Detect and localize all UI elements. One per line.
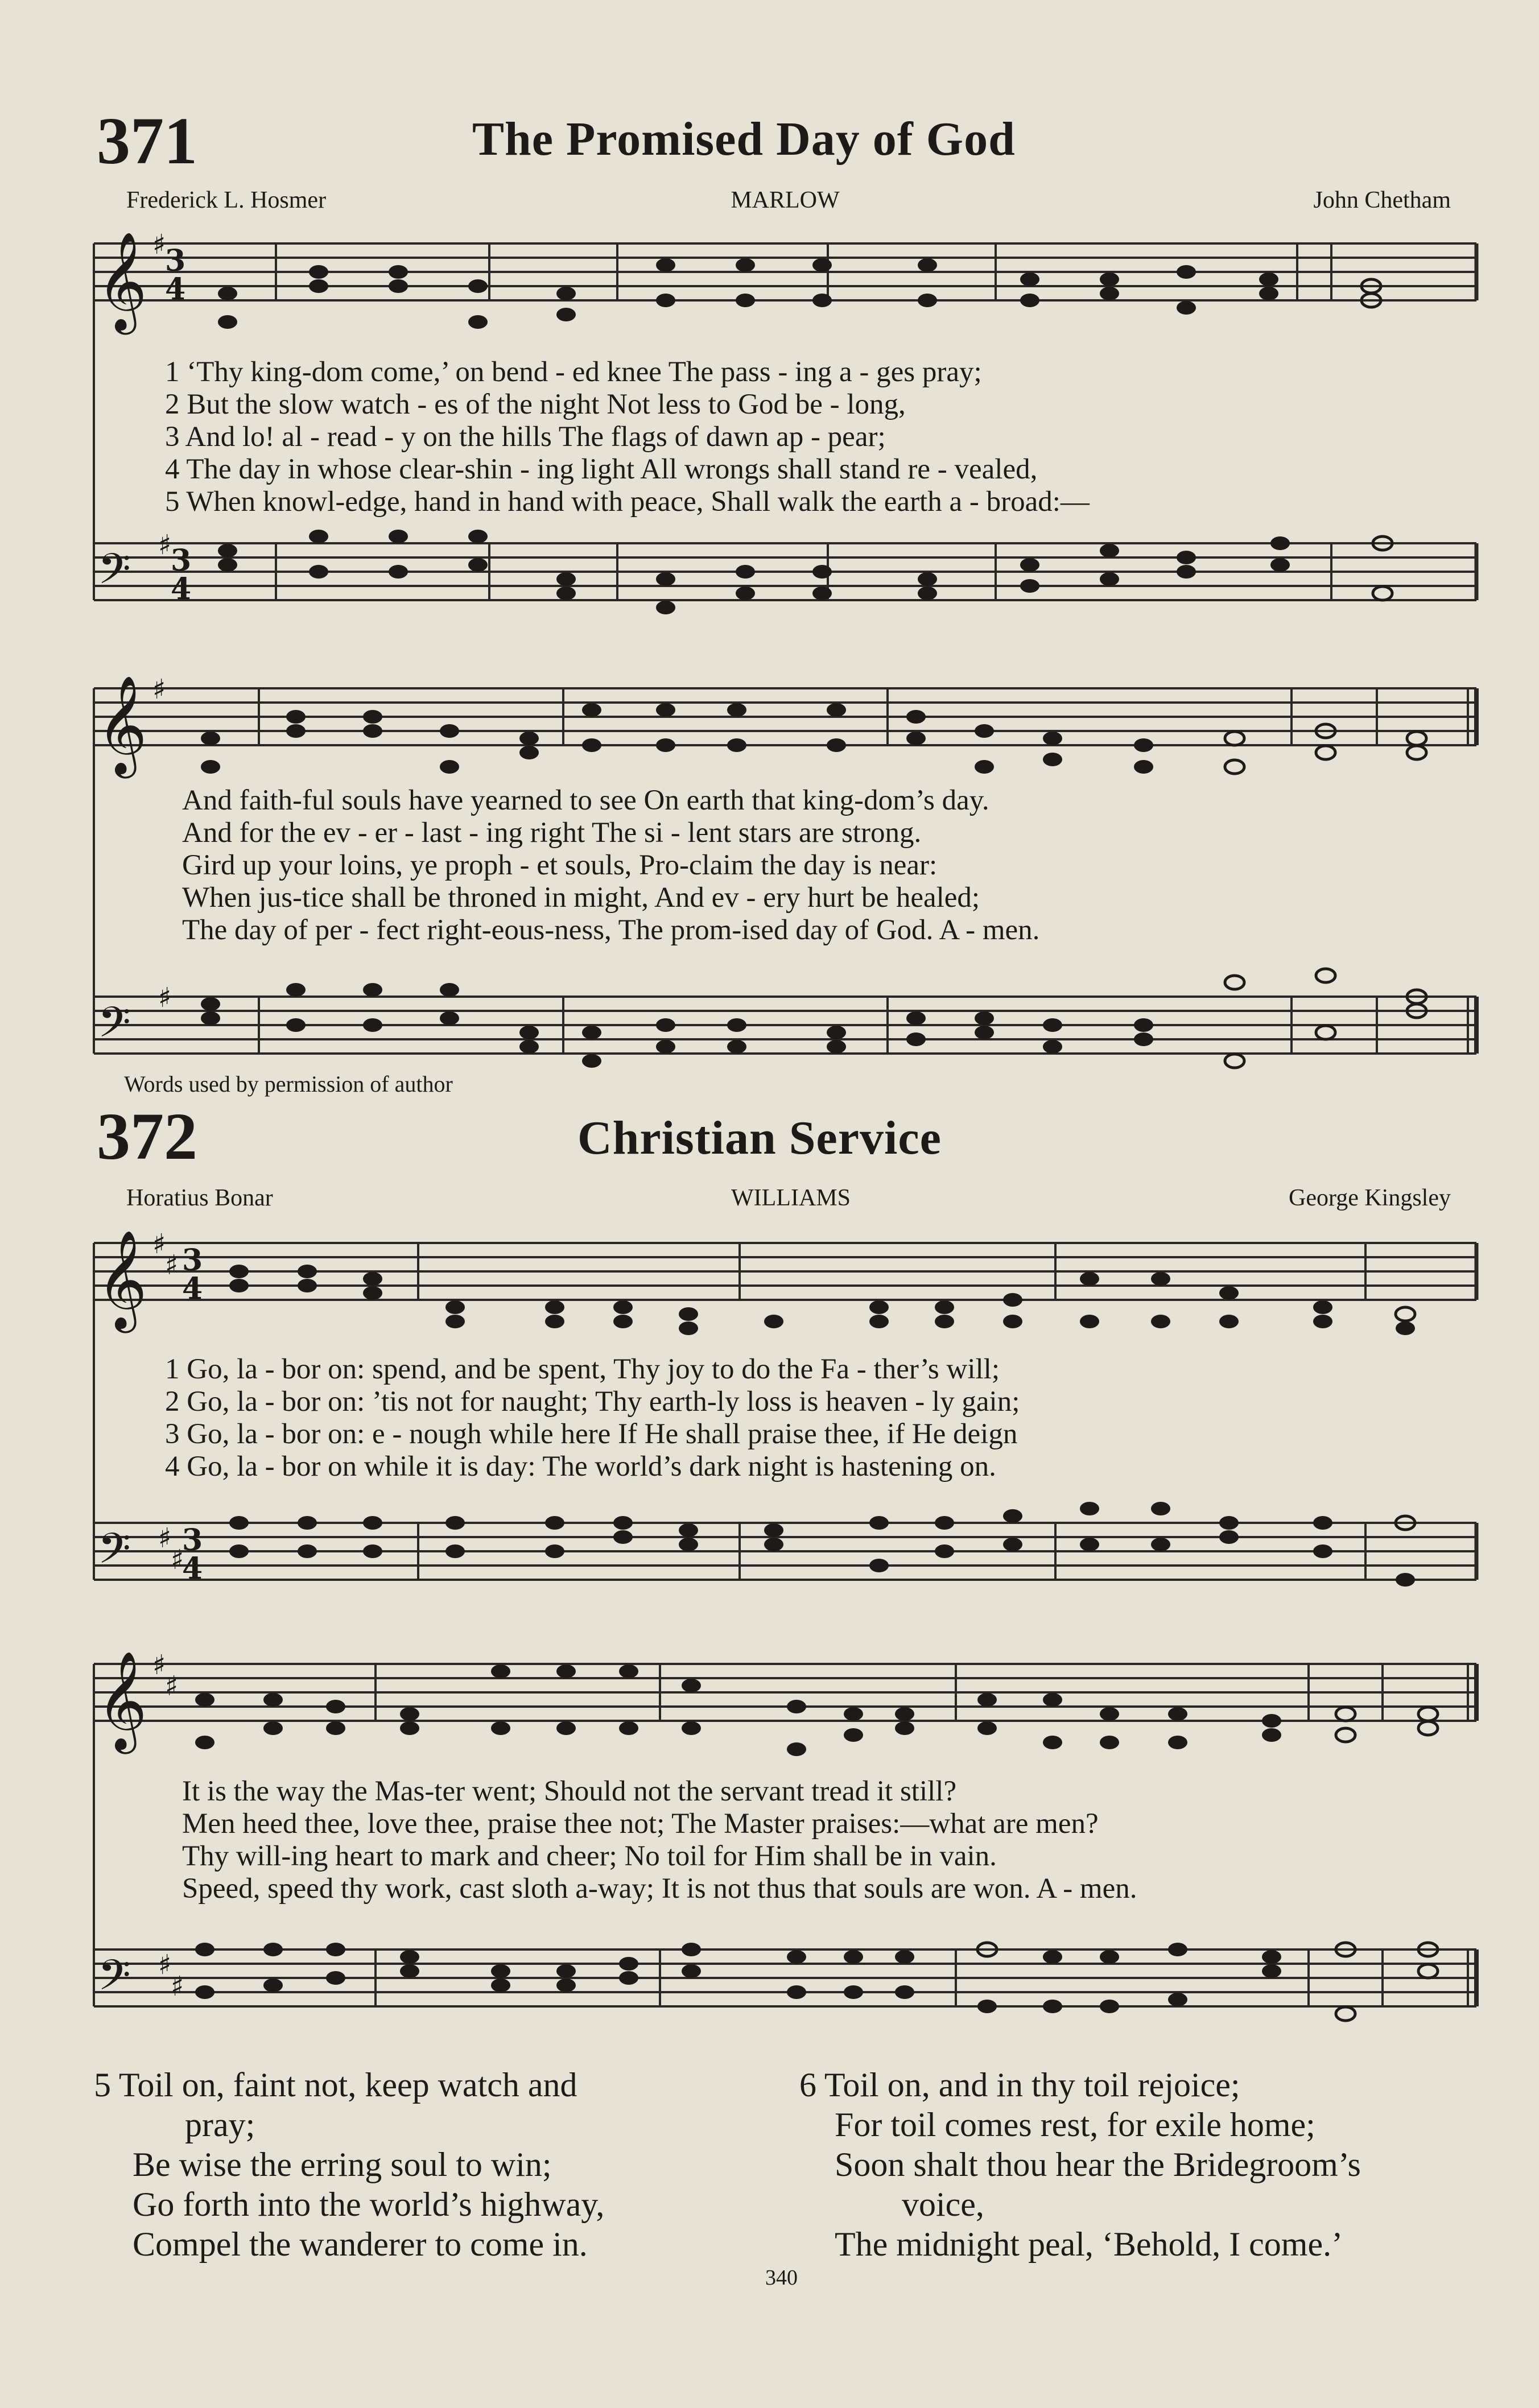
svg-text:♯: ♯ [158,1522,172,1554]
hymn-372-verse-3-line-2: Thy will-ing heart to mark and cheer; No toil for Him shall be in vain. [182,1840,997,1872]
hymn-371-verse-4-line-2: When jus-tice shall be throned in might, And ev - ery hurt be healed; [182,882,980,914]
hymn-372-verse-2-line-1: 2 Go, la - bor on: ’tis not for naught; Thy earth-ly loss is heaven - ly gain; [165,1386,1020,1418]
stanza-6-text-1: Toil on, and in thy toil rejoice; [824,2066,1240,2104]
svg-text:4: 4 [182,1551,203,1586]
hymn-372-composer: George Kingsley [1289,1185,1451,1211]
hymn-372-verse-4-line-1: 4 Go, la - bor on while it is day: The world’s dark night is hastening on. [165,1451,996,1482]
hymn-372-tune: WILLIAMS [731,1185,851,1211]
stanza-5-line-1 [94,2065,777,2105]
hymn-371-verse-4-line-1: 4 The day in whose clear-shin - ing light All wrongs shall stand re - vealed, [165,453,1038,485]
hymn-371-author: Frederick L. Hosmer [126,187,327,213]
hymn-371-verse-2-line-1: 2 But the slow watch - es of the night Not less to God be - long, [165,389,906,420]
svg-text:♯: ♯ [152,1649,166,1681]
svg-text:3: 3 [182,1243,203,1278]
svg-text:♯: ♯ [152,229,166,261]
stanza-5-number: 5 [94,2066,111,2104]
stanza-6-number: 6 [799,2066,816,2104]
stanza-5 [94,2065,777,2264]
svg-text:♯: ♯ [158,1949,172,1981]
page-number: 340 [765,2266,798,2290]
svg-text:4: 4 [165,272,186,307]
hymn-372-title: Christian Service [577,1112,942,1164]
hymn-371-number: 371 [97,104,197,178]
stanza-6-line-4: voice, [902,2186,984,2223]
hymn-371-verse-1-line-2: And faith-ful souls have yearned to see On earth that king-dom’s day. [182,784,989,816]
hymn-371-title: The Promised Day of God [472,113,1016,166]
svg-text:♯: ♯ [165,1249,179,1281]
svg-text:♯: ♯ [152,674,166,705]
hymn-371-verse-3-line-1: 3 And lo! al - read - y on the hills The flags of dawn ap - pear; [165,421,886,453]
svg-text:𝄢: 𝄢 [98,1524,131,1584]
hymn-372-author: Horatius Bonar [126,1185,273,1211]
hymn-371-footnote: Words used by permission of author [124,1071,453,1097]
svg-text:♯: ♯ [171,1544,184,1576]
svg-text:𝄞: 𝄞 [97,232,147,331]
svg-text:4: 4 [171,572,192,606]
svg-text:♯: ♯ [152,1228,166,1260]
hymn-372-verse-1-line-1: 1 Go, la - bor on: spend, and be spent, Thy joy to do the Fa - ther’s will; [165,1353,1000,1385]
svg-text:𝄞: 𝄞 [97,1651,147,1750]
stanza-5-line-4: Go forth into the world’s highway, [133,2186,605,2223]
hymn-371-verse-5-line-2: The day of per - fect right-eous-ness, The prom-ised day of God. A - men. [182,914,1040,946]
hymn-372-verse-1-line-2: It is the way the Mas-ter went; Should not the servant tread it still? [182,1775,957,1807]
stanza-6-line-5: The midnight peal, ‘Behold, I come.’ [835,2225,1343,2263]
hymn-371-tune: MARLOW [731,187,840,213]
hymn-371-verse-2-line-2: And for the ev - er - last - ing right The si - lent stars are strong. [182,817,922,849]
svg-text:♯: ♯ [171,1971,184,2002]
stanza-6-line-1 [799,2065,1482,2105]
svg-text:𝄢: 𝄢 [98,544,131,604]
hymn-371-composer: John Chetham [1313,187,1451,213]
stanza-5-line-2: pray; [185,2106,255,2143]
stanza-6-line-3: Soon shalt thou hear the Bridegroom’s [835,2146,1361,2183]
hymn-372-number: 372 [97,1099,197,1174]
svg-text:♯: ♯ [158,982,172,1014]
svg-text:𝄞: 𝄞 [97,1230,147,1329]
hymn-372-verse-4-line-2: Speed, speed thy work, cast sloth a-way; It is not thus that souls are won. A - men. [182,1873,1137,1905]
hymn-372-verse-2-line-2: Men heed thee, love thee, praise thee not; The Master praises:—what are men? [182,1808,1099,1840]
stanza-5-text-1: Toil on, faint not, keep watch and [118,2066,577,2104]
svg-text:3: 3 [165,243,186,278]
stanza-5-line-5: Compel the wanderer to come in. [133,2225,588,2263]
svg-text:𝄢: 𝄢 [98,1951,131,2010]
hymn-372-verse-3-line-1: 3 Go, la - bor on: e - nough while here If He shall praise thee, if He deign [165,1418,1018,1450]
hymn-371-verse-1-line-1: 1 ‘Thy king-dom come,’ on bend - ed knee The pass - ing a - ges pray; [165,356,982,388]
svg-text:4: 4 [182,1271,203,1306]
svg-text:♯: ♯ [165,1670,179,1702]
stanza-5-line-3: Be wise the erring soul to win; [133,2146,552,2183]
hymn-371-verse-3-line-2: Gird up your loins, ye proph - et souls, Pro-claim the day is near: [182,849,938,881]
stanza-6-line-2: For toil comes rest, for exile home; [835,2106,1315,2143]
svg-text:𝄢: 𝄢 [98,998,131,1058]
svg-text:3: 3 [182,1523,203,1558]
stanza-6 [799,2065,1482,2264]
svg-text:3: 3 [171,543,192,578]
svg-text:♯: ♯ [158,529,172,561]
hymn-371-verse-5-line-1: 5 When knowl-edge, hand in hand with peace, Shall walk the earth a - broad:— [165,486,1090,518]
svg-text:𝄞: 𝄞 [97,675,147,774]
